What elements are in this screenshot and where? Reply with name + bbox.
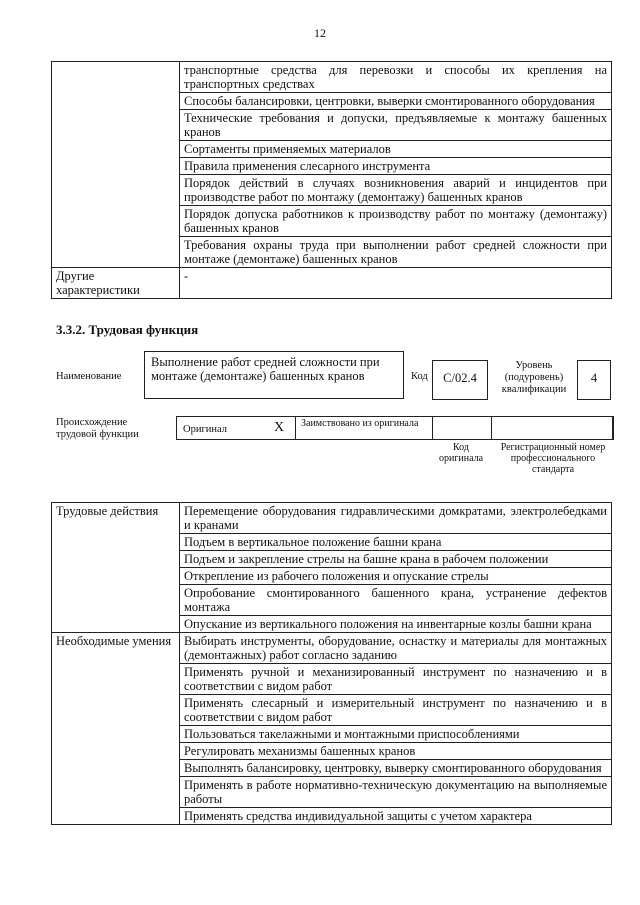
function-name-value: Выполнение работ средней сложности при монтаже (демонтаже) башенных кранов [151, 355, 380, 383]
original-code-cell [432, 416, 492, 440]
section-title: 3.3.2. Трудовая функция [56, 322, 199, 337]
knowledge-item: Правила применения слесарного инструмента [180, 158, 612, 175]
action-item: Перемещение оборудования гидравлическими домкратами, электролебедками и кранами [180, 503, 612, 534]
borrowed-cell [295, 416, 433, 440]
reg-caption: Регистрационный номер профессионального стандарта [500, 442, 606, 475]
origin-label: Происхождение трудовой функции [56, 417, 139, 440]
action-item: Подъем в вертикальное положение башни крана [180, 534, 612, 551]
knowledge-item: Порядок действий в случаях возникновения аварий и инцидентов при производстве работ по монтажу (демонтажу) башенных кранов [180, 175, 612, 206]
table-row [52, 268, 612, 299]
original-mark: X [274, 420, 285, 435]
table-row [52, 633, 612, 664]
action-item: Подъем и закрепление стрелы на башне крана в рабочем положении [180, 551, 612, 568]
skill-item: Выбирать инструменты, оборудование, оснастку и материалы для монтажных (демонтажных) работ согласно заданию [180, 633, 612, 664]
table-row [52, 503, 612, 534]
name-label: Наименование [56, 371, 122, 382]
level-label: Уровень (подуровень) квалификации [501, 360, 567, 395]
code-label: Код [411, 371, 428, 382]
reg-number-cell [491, 416, 614, 440]
knowledge-label-cell [52, 62, 180, 268]
knowledge-item: Технические требования и допуски, предъявляемые к монтажу башенных кранов [180, 110, 612, 141]
skill-item: Применять ручной и механизированный инструмент по назначению и в соответствии с видом работ [180, 664, 612, 695]
code-value: C/02.4 [443, 371, 477, 385]
skill-item: Применять в работе нормативно-техническую документацию на выполняемые работы [180, 777, 612, 808]
other-characteristics-value: - [180, 268, 612, 299]
origin-box [176, 416, 613, 440]
action-item: Открепление из рабочего положения и опускание стрелы [180, 568, 612, 585]
knowledge-item: транспортные средства для перевозки и способы их крепления на транспортных средствах [180, 62, 612, 93]
knowledge-item: Сортаменты применяемых материалов [180, 141, 612, 158]
action-item: Опускание из вертикального положения на инвентарные козлы башни крана [180, 616, 612, 633]
original-label: Оригинал [183, 424, 227, 435]
skills-label: Необходимые умения [52, 633, 180, 825]
knowledge-item: Требования охраны труда при выполнении работ средней сложности при монтаже (демонтаже) башенных кранов [180, 237, 612, 268]
level-value: 4 [590, 371, 598, 385]
skill-item: Пользоваться такелажными и монтажными приспособлениями [180, 726, 612, 743]
skill-item: Выполнять балансировку, центровку, выверку смонтированного оборудования [180, 760, 612, 777]
code-caption: Код оригинала [438, 442, 484, 464]
labor-table [51, 502, 612, 825]
skill-item: Применять слесарный и измерительный инструмент по назначению и в соответствии с видом работ [180, 695, 612, 726]
actions-label: Трудовые действия [52, 503, 180, 633]
action-item: Опробование смонтированного башенного крана, устранение дефектов монтажа [180, 585, 612, 616]
table-row [52, 62, 612, 93]
knowledge-item: Способы балансировки, центровки, выверки смонтированного оборудования [180, 93, 612, 110]
knowledge-item: Порядок допуска работников к производству работ по монтажу (демонтажу) башенных кранов [180, 206, 612, 237]
other-characteristics-label: Другие характеристики [52, 268, 180, 299]
skill-item: Применять средства индивидуальной защиты с учетом характера [180, 808, 612, 825]
borrowed-label: Заимствовано из оригинала [301, 418, 419, 429]
level-box [577, 360, 611, 400]
code-box [432, 360, 488, 400]
knowledge-table [51, 61, 612, 299]
original-cell [176, 416, 296, 440]
page-number: 12 [314, 26, 326, 40]
function-name-box [144, 351, 404, 399]
skill-item: Регулировать механизмы башенных кранов [180, 743, 612, 760]
